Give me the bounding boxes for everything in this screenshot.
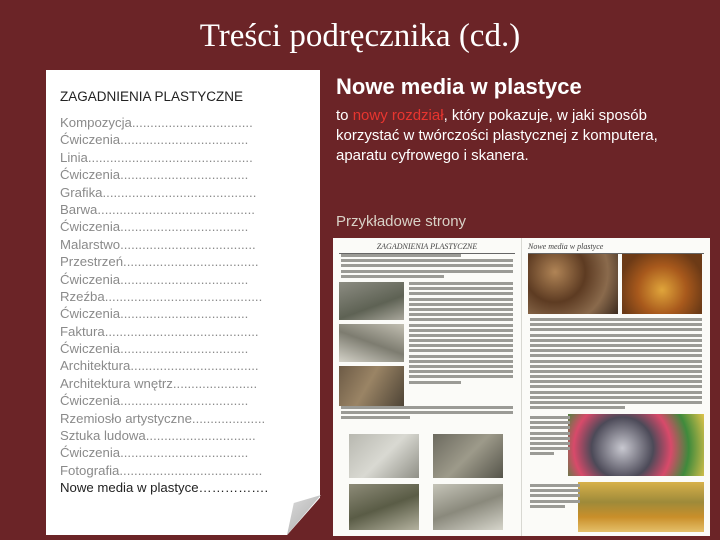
example-page-left	[333, 238, 522, 536]
photo-autumn-leaves	[622, 254, 702, 314]
toc-item: Barwa...........................................	[60, 201, 255, 217]
toc-item: Ćwiczenia...................................	[60, 167, 249, 183]
page-header-right	[528, 242, 704, 254]
photo-stones-thumb	[339, 282, 404, 320]
toc-item: Ćwiczenia...................................	[60, 393, 249, 409]
toc-item: Rzeźba...........................................	[60, 288, 263, 304]
toc-item: Ćwiczenia...................................	[60, 271, 249, 287]
toc-item: Ćwiczenia...................................	[60, 341, 249, 357]
photo-forest	[578, 482, 704, 532]
examples-label: Przykładowe strony	[336, 213, 467, 230]
toc-item: Architektura...................................	[60, 358, 259, 374]
caption-block	[530, 416, 570, 458]
toc-heading: ZAGADNIENIA PLASTYCZNE	[60, 89, 244, 104]
slide-title: Treści podręcznika (cd.)	[199, 18, 521, 54]
toc-item: Linia.............................................	[60, 149, 253, 165]
example-pages-image	[333, 238, 710, 536]
description-rest: , który pokazuje, w jaki sposób korzystać w twórczości plastycznej z komputera, aparatu cyfrowego i skanera.	[336, 107, 658, 164]
toc-item: Architektura wnętrz.......................	[60, 375, 258, 391]
toc-item: Sztuka ludowa..............................	[60, 428, 256, 444]
text-block-2	[409, 282, 513, 386]
page-header-left	[339, 242, 515, 254]
toc-item: Ćwiczenia...................................	[60, 306, 249, 322]
description-accent: nowy rozdział	[352, 107, 444, 124]
photo-sand-tracks	[349, 434, 419, 478]
section-description	[336, 106, 696, 166]
toc-item: Nowe media w plastyce…………….	[60, 480, 269, 496]
text-block-3	[341, 406, 513, 422]
toc-item: Fotografia.......................................	[60, 462, 263, 478]
section-heading: Nowe media w plastyce	[336, 74, 582, 99]
toc-item: Kompozycja.................................	[60, 115, 253, 130]
photo-reeds	[349, 484, 419, 530]
toc-item: Faktura..........................................	[60, 323, 259, 339]
toc-item: Ćwiczenia...................................	[60, 445, 249, 461]
toc-item: Grafika..........................................	[60, 184, 257, 200]
text-block-right	[530, 318, 702, 411]
toc-item: Przestrzeń.....................................	[60, 254, 259, 270]
toc-item: Ćwiczenia...................................	[60, 219, 249, 235]
toc-list	[60, 114, 288, 497]
toc-item: Malarstwo.....................................	[60, 236, 256, 252]
photo-grass	[433, 484, 503, 530]
caption-block-2	[530, 484, 580, 510]
photo-bark-thumb	[339, 324, 404, 362]
toc-item: Rzemiosło artystyczne....................	[60, 410, 266, 426]
photo-pebbles	[528, 254, 618, 314]
text-block	[341, 254, 513, 280]
description-prefix: to	[336, 107, 353, 124]
page-header-right-title: Nowe media w plastyce	[528, 242, 604, 251]
photo-leaves-ground	[433, 434, 503, 478]
page-header-left-title: ZAGADNIENIA PLASTYCZNE	[376, 242, 478, 251]
photo-cat-flowers	[568, 414, 704, 476]
example-page-right	[522, 238, 710, 536]
photo-wood-thumb	[339, 366, 404, 406]
toc-item: Ćwiczenia...................................	[60, 132, 249, 148]
